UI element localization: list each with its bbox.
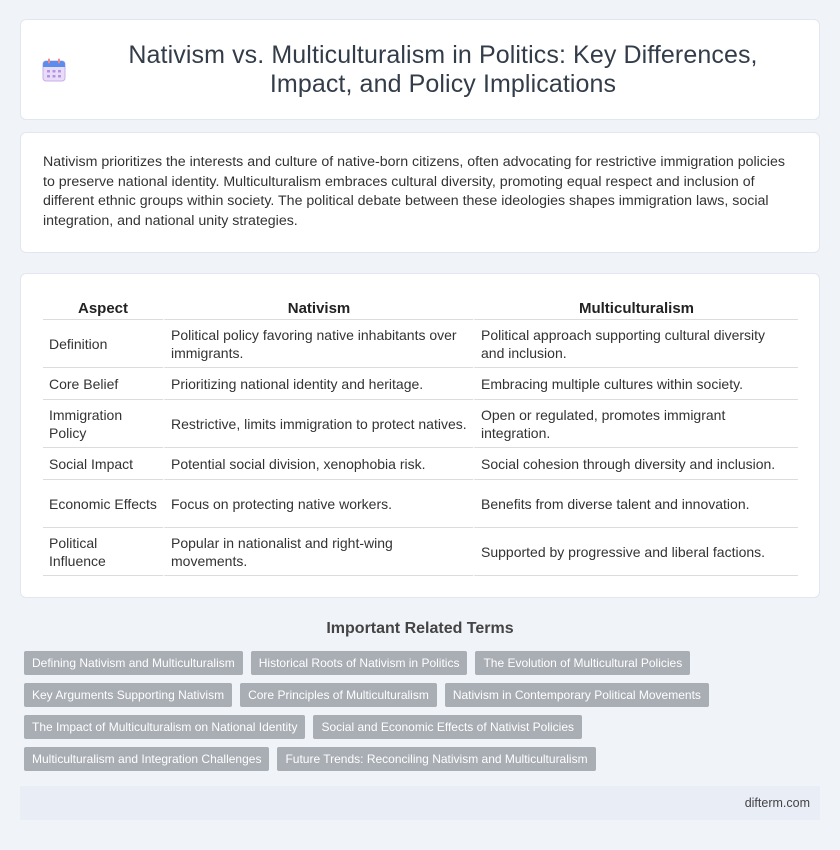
table-header-multiculturalism: Multiculturalism bbox=[473, 293, 798, 319]
table-header-row bbox=[43, 293, 798, 319]
footer bbox=[20, 786, 820, 820]
table-cell-nativism: Potential social division, xenophobia risk. bbox=[163, 447, 473, 479]
related-term-tag[interactable]: Social and Economic Effects of Nativist Policies bbox=[313, 715, 582, 739]
related-terms-heading: Important Related Terms bbox=[326, 620, 514, 637]
footer-site-link[interactable]: difterm.com bbox=[744, 796, 810, 810]
related-term-tag[interactable]: The Impact of Multiculturalism on National Identity bbox=[24, 715, 305, 739]
table-cell-multiculturalism: Political approach supporting cultural diversity and inclusion. bbox=[473, 319, 798, 367]
table-cell-multiculturalism: Social cohesion through diversity and inclusion. bbox=[473, 447, 798, 479]
header bbox=[21, 20, 819, 119]
table-cell-nativism: Political policy favoring native inhabitants over immigrants. bbox=[163, 319, 473, 367]
related-term-tag[interactable]: The Evolution of Multicultural Policies bbox=[475, 651, 690, 675]
table-cell-aspect: Economic Effects bbox=[43, 479, 163, 527]
related-term-tag[interactable]: Future Trends: Reconciling Nativism and Multiculturalism bbox=[277, 747, 595, 771]
table-cell-nativism: Focus on protecting native workers. bbox=[163, 479, 473, 527]
comparison-card bbox=[20, 273, 820, 598]
table-cell-multiculturalism: Open or regulated, promotes immigrant integration. bbox=[473, 399, 798, 447]
related-term-tag[interactable]: Multiculturalism and Integration Challenges bbox=[24, 747, 269, 771]
intro-card bbox=[20, 132, 820, 253]
intro-paragraph: Nativism prioritizes the interests and culture of native-born citizens, often advocating for restrictive immigration policies to preserve national identity. Multiculturalism embraces cultural diversity, promoting equal respect and inclusion of different ethnic groups within society. The political debate between these ideologies shapes immigration laws, social integration, and national unity strategies. bbox=[43, 154, 786, 229]
header-card bbox=[20, 19, 820, 120]
calendar-icon bbox=[41, 57, 67, 83]
related-term-tag[interactable]: Key Arguments Supporting Nativism bbox=[24, 683, 232, 707]
related-term-tag[interactable]: Core Principles of Multiculturalism bbox=[240, 683, 437, 707]
table-cell-aspect: Core Belief bbox=[43, 367, 163, 399]
table-cell-aspect: Definition bbox=[43, 319, 163, 367]
table-cell-nativism: Prioritizing national identity and heritage. bbox=[163, 367, 473, 399]
table-row bbox=[43, 527, 798, 576]
comparison-table bbox=[43, 293, 798, 576]
table-cell-multiculturalism: Embracing multiple cultures within society. bbox=[473, 367, 798, 399]
table-cell-multiculturalism: Benefits from diverse talent and innovation. bbox=[473, 479, 798, 527]
table-header-nativism: Nativism bbox=[163, 293, 473, 319]
table-row bbox=[43, 319, 798, 367]
table-row bbox=[43, 479, 798, 527]
related-term-tag[interactable]: Historical Roots of Nativism in Politics bbox=[251, 651, 468, 675]
table-header-aspect: Aspect bbox=[77, 300, 129, 317]
page-title: Nativism vs. Multiculturalism in Politics: Key Differences, Impact, and Policy Implications bbox=[128, 40, 758, 98]
table-row bbox=[43, 399, 798, 447]
table-row bbox=[43, 447, 798, 479]
related-term-tag[interactable]: Defining Nativism and Multiculturalism bbox=[24, 651, 243, 675]
related-terms-list bbox=[24, 651, 724, 779]
related-term-tag[interactable]: Nativism in Contemporary Political Movements bbox=[445, 683, 709, 707]
table-cell-multiculturalism: Supported by progressive and liberal factions. bbox=[473, 527, 798, 576]
table-cell-aspect: Immigration Policy bbox=[43, 399, 163, 447]
table-cell-nativism: Popular in nationalist and right-wing movements. bbox=[163, 527, 473, 576]
table-row bbox=[43, 367, 798, 399]
table-cell-aspect: Social Impact bbox=[43, 447, 163, 479]
table-cell-aspect: Political Influence bbox=[43, 527, 163, 576]
table-cell-nativism: Restrictive, limits immigration to protect natives. bbox=[163, 399, 473, 447]
